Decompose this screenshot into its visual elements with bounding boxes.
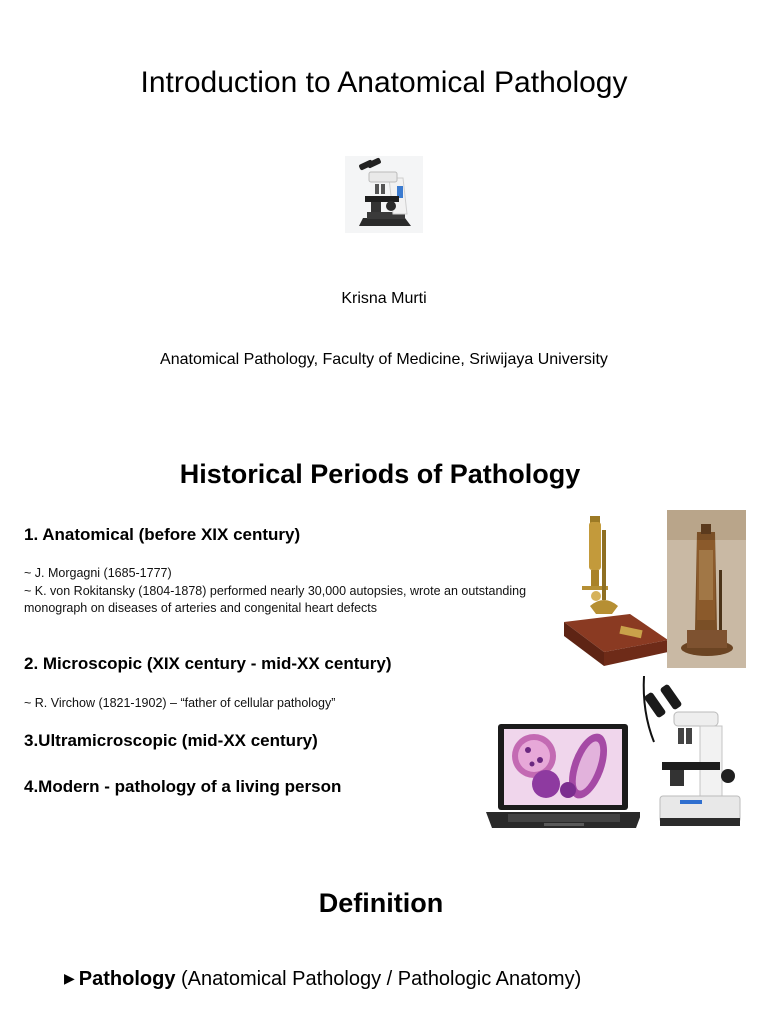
page-title: Introduction to Anatomical Pathology: [140, 66, 628, 99]
period-note-morgagni: ~ J. Morgagni (1685-1777): [24, 566, 172, 580]
binocular-microscope-photo: [640, 672, 746, 836]
definition-line: [64, 964, 581, 993]
period-anatomical: 1. Anatomical (before XIX century): [24, 525, 301, 544]
period-modern: 4.Modern - pathology of a living person: [24, 777, 342, 796]
author-name: Krisna Murti: [341, 290, 427, 307]
laptop-with-tissue-slide-photo: [484, 722, 644, 836]
antique-brass-microscope-photo: [560, 510, 670, 670]
period-note-rokitansky: ~ K. von Rokitansky (1804-1878) performed nearly 30,000 autopsies, wrote an outstanding monograph on diseases of arteries and congenital heart defects: [24, 584, 527, 615]
period-ultramicroscopic: 3.Ultramicroscopic (mid-XX century): [24, 731, 318, 750]
definition-heading: Definition: [318, 888, 444, 918]
definition-term: Pathology: [78, 968, 176, 990]
period-microscopic: 2. Microscopic (XIX century - mid-XX century): [24, 654, 392, 673]
author-affiliation: Anatomical Pathology, Faculty of Medicine, Sriwijaya University: [160, 351, 608, 368]
microscope-photo: [345, 156, 423, 233]
history-heading: Historical Periods of Pathology: [179, 459, 581, 489]
period-note-virchow: ~ R. Virchow (1821-1902) – “father of cellular pathology”: [24, 696, 336, 710]
definition-term-detail: (Anatomical Pathology / Pathologic Anatomy): [181, 968, 582, 990]
right-triangle-bullet-icon: ▶: [64, 970, 75, 986]
antique-tube-microscope-photo: [667, 510, 746, 668]
